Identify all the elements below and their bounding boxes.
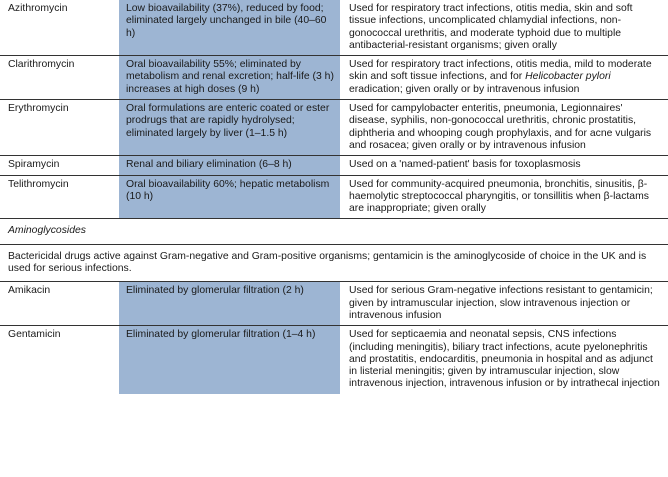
table-row	[0, 156, 668, 175]
pharmacokinetics: Oral formulations are enteric coated or ester prodrugs that are rapidly hydrolysed; eliminated largely by liver (1–1.5 h)	[119, 100, 340, 156]
clinical-use-text: Used for respiratory tract infections, otitis media, mild to moderate skin and soft tissue infections, and for	[349, 59, 652, 83]
table-row	[0, 0, 668, 56]
section-heading: Aminoglycosides	[0, 219, 668, 244]
section-note-row	[0, 244, 668, 282]
section-note: Bactericidal drugs active against Gram-negative and Gram-positive organisms; gentamicin is the aminoglycoside of choice in the UK and is used for serious infections.	[0, 244, 668, 282]
drug-name: Amikacin	[0, 282, 119, 326]
clinical-use: Used on a 'named-patient' basis for toxoplasmosis	[340, 156, 668, 175]
pharmacokinetics: Oral bioavailability 60%; hepatic metabolism (10 h)	[119, 175, 340, 219]
drug-name: Clarithromycin	[0, 56, 119, 100]
drug-name: Azithromycin	[0, 0, 119, 56]
table-row	[0, 100, 668, 156]
pharmacokinetics: Low bioavailability (37%), reduced by food; eliminated largely unchanged in bile (40–60 h)	[119, 0, 340, 56]
table-row	[0, 326, 668, 394]
table-row	[0, 175, 668, 219]
pharmacokinetics: Renal and biliary elimination (6–8 h)	[119, 156, 340, 175]
pharmacokinetics: Eliminated by glomerular filtration (2 h)	[119, 282, 340, 326]
organism-name: Helicobacter pylori	[525, 71, 611, 83]
clinical-use: Used for community-acquired pneumonia, bronchitis, sinusitis, β-haemolytic streptococcal pharyngitis, or tonsillitis when β-lactams are inappropriate; given orally	[340, 175, 668, 219]
clinical-use: Used for campylobacter enteritis, pneumonia, Legionnaires' disease, syphilis, non-gonococcal urethritis, chronic prostatitis, diphtheria and whooping cough prophylaxis, and for acne vulgaris and rosacea; given orally or by intravenous infusion	[340, 100, 668, 156]
pharmacokinetics: Oral bioavailability 55%; eliminated by metabolism and renal excretion; half-life (3 h) increases at high doses (9 h)	[119, 56, 340, 100]
table-row	[0, 56, 668, 100]
clinical-use: Used for serious Gram-negative infections resistant to gentamicin; given by intramuscular injection, slow intravenous injection or intravenous infusion	[340, 282, 668, 326]
drug-name: Gentamicin	[8, 329, 61, 341]
clinical-use	[340, 56, 668, 100]
table-row	[0, 282, 668, 326]
drug-name: Spiramycin	[0, 156, 119, 175]
clinical-use-text: eradication; given orally or by intravenous infusion	[349, 83, 580, 95]
clinical-use: Used for respiratory tract infections, otitis media, skin and soft tissue infections, uncomplicated chlamydial infections, non-gonococcal urethritis, and moderate typhoid due to multiple antibacterial-resistant organisms; given orally	[340, 0, 668, 56]
section-heading-row	[0, 219, 668, 244]
drug-name: Erythromycin	[0, 100, 119, 156]
drug-name: Telithromycin	[0, 175, 119, 219]
clinical-use: Used for septicaemia and neonatal sepsis, CNS infections (including meningitis), biliary tract infections, acute pyelonephritis and prostatitis, endocarditis, pneumonia in hospital and as adjunct in listerial meningitis; given by intramuscular injection, slow intravenous injection, intravenous infusion or by intrathecal injection	[349, 329, 660, 390]
pharmacokinetics: Eliminated by glomerular filtration (1–4 h)	[119, 326, 340, 394]
